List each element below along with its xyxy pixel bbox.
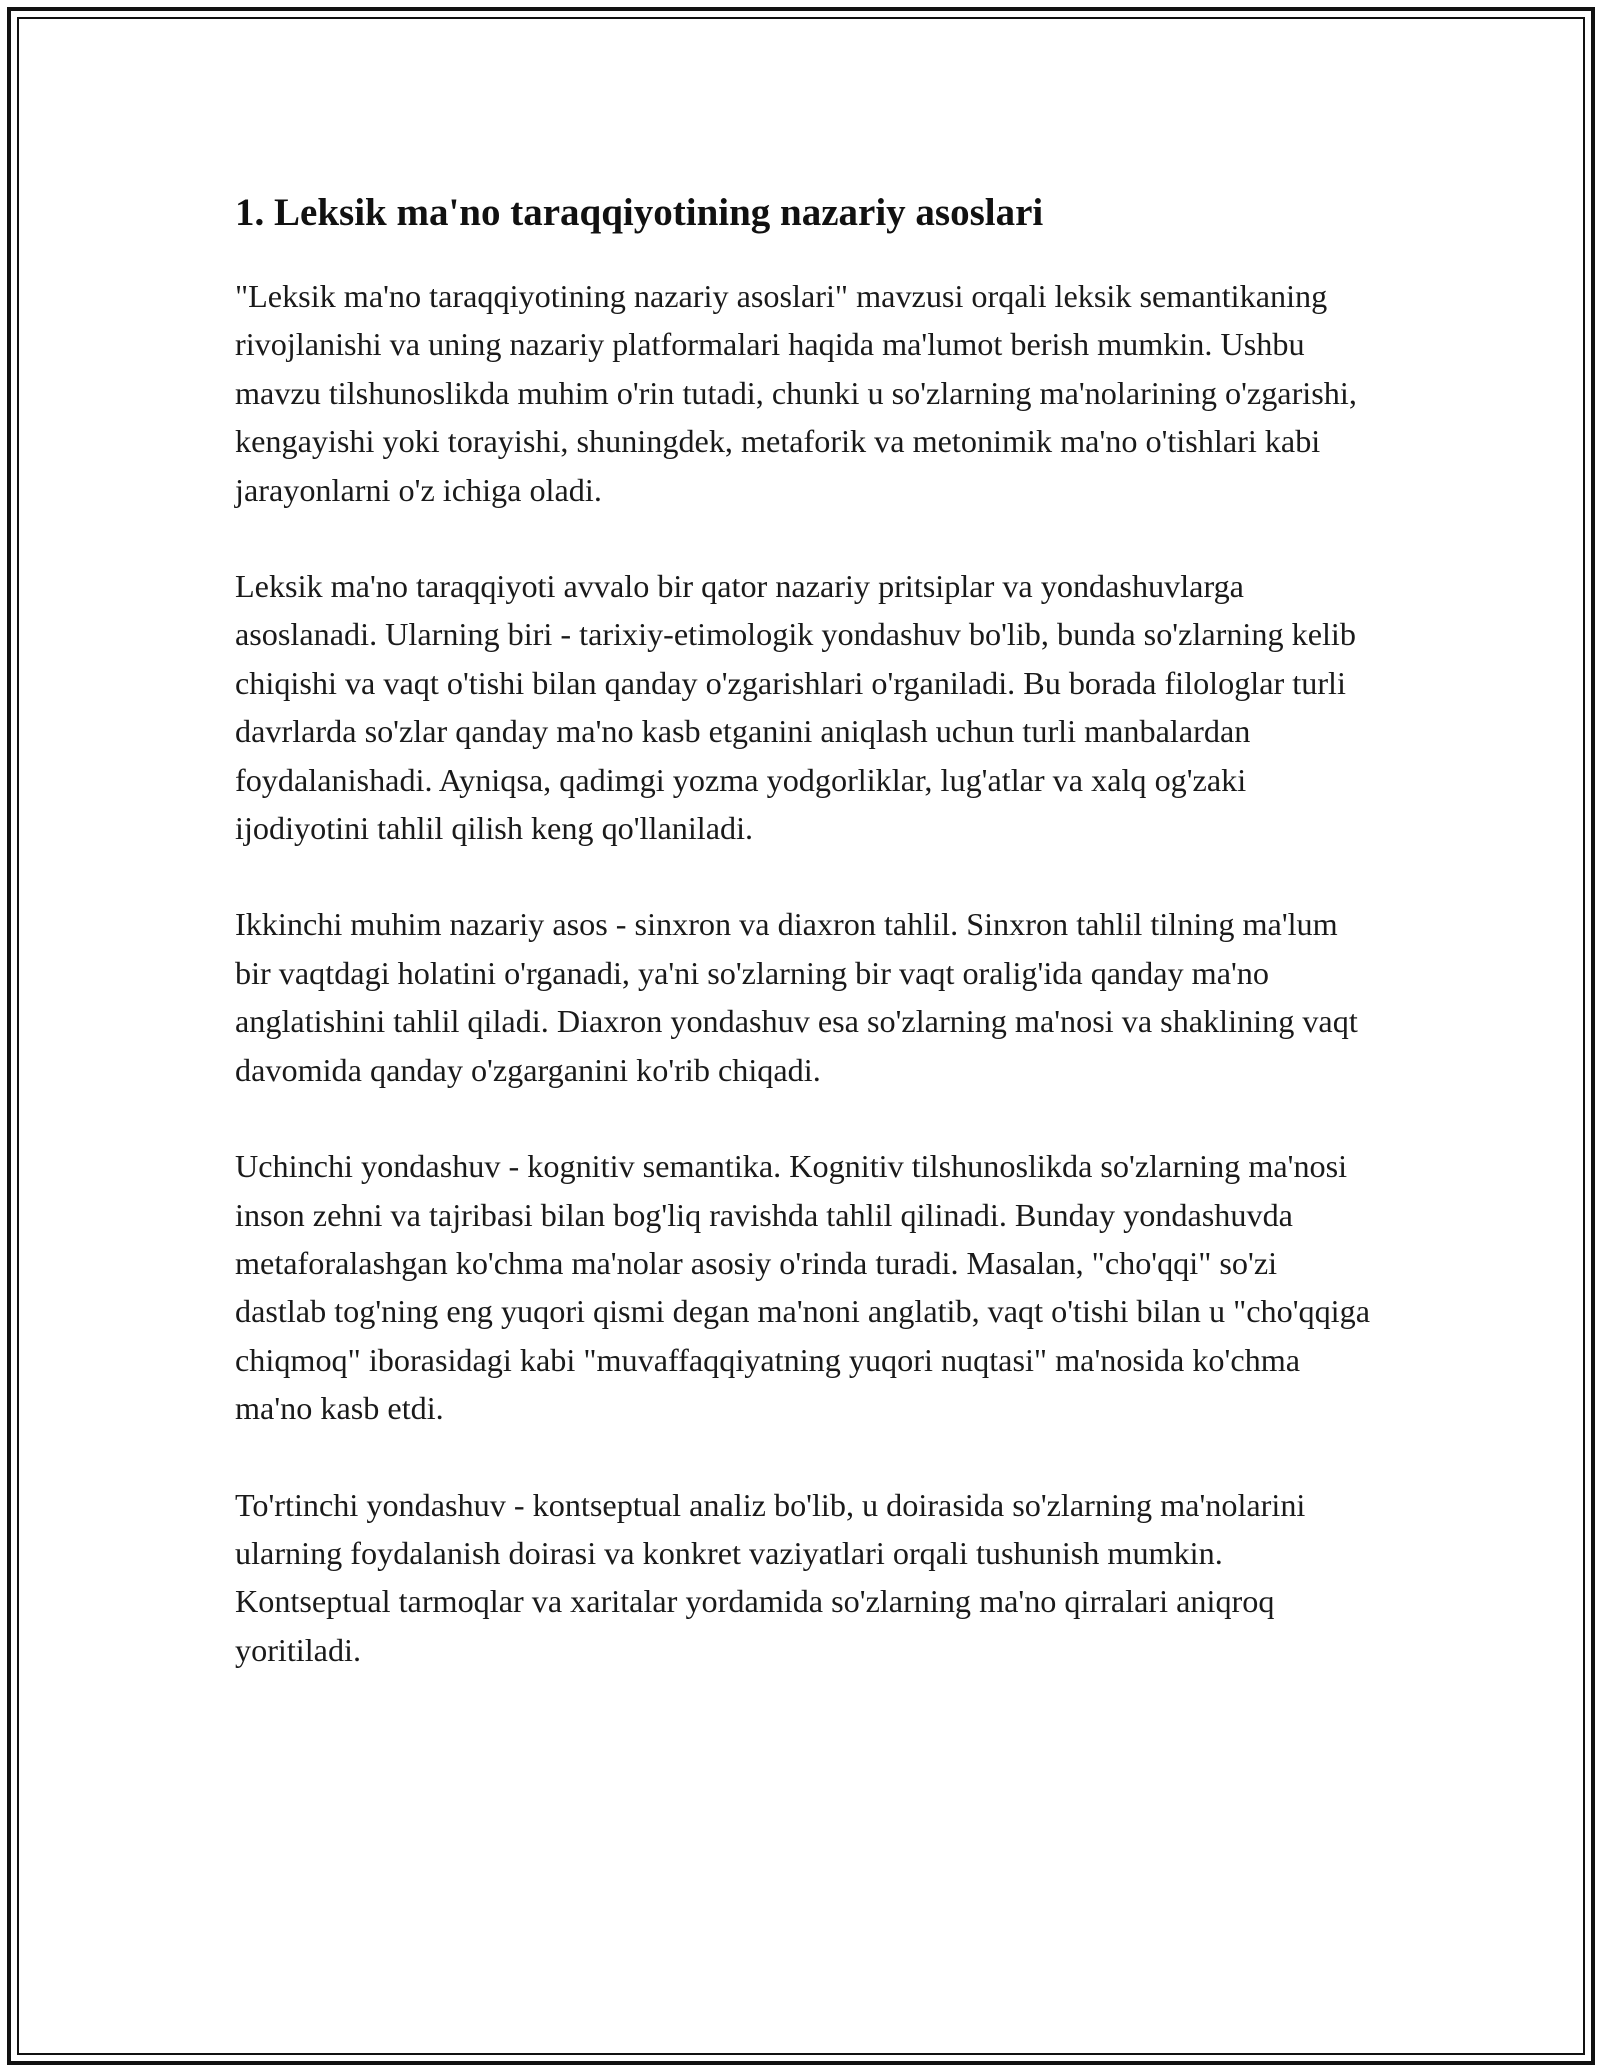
- paragraph-synchronic-diachronic: Ikkinchi muhim nazariy asos - sinxron va diaxron tahlil. Sinxron tahlil tilning ma'lum bir vaqtdagi holatini o'rganadi, ya'ni so'zlarning bir vaqt oralig'ida qanday ma'no anglatishini tahlil qiladi. Diaxron yondashuv esa so'zlarning ma'nosi va shaklining vaqt davomida qanday o'zgarganini ko'rib chiqadi.: [235, 906, 1358, 1088]
- paragraph-historical-etymological: Leksik ma'no taraqqiyoti avvalo bir qator nazariy pritsiplar va yondashuvlarga asoslanadi. Ularning biri - tarixiy-etimologik yondashuv bo'lib, bunda so'zlarning kelib chiqishi va vaqt o'tishi bilan qanday o'zgarishlari o'rganiladi. Bu borada filologlar turli davrlarda so'zlar qanday ma'no kasb etganini aniqlash uchun turli manbalardan foydalanishadi. Ayniqsa, qadimgi yozma yodgorliklar, lug'atlar va xalq og'zaki ijodiyotini tahlil qilish keng qo'llaniladi.: [235, 568, 1356, 847]
- paragraph-intro: "Leksik ma'no taraqqiyotining nazariy asoslari" mavzusi orqali leksik semantikaning rivojlanishi va uning nazariy platformalari haqida ma'lumot berish mumkin. Ushbu mavzu tilshunoslikda muhim o'rin tutadi, chunki u so'zlarning ma'nolarining o'zgarishi, kengayishi yoki torayishi, shuningdek, metaforik va metonimik ma'no o'tishlari kabi jarayonlarni o'z ichiga oladi.: [235, 278, 1357, 508]
- paragraph-conceptual-analysis: To'rtinchi yondashuv - kontseptual analiz bo'lib, u doirasida so'zlarning ma'nolarini ularning foydalanish doirasi va konkret vaziyatlari orqali tushunish mumkin. Kontseptual tarmoqlar va xaritalar yordamida so'zlarning ma'no qirralari aniqroq yoritiladi.: [235, 1486, 1306, 1668]
- paragraph-cognitive-semantics: Uchinchi yondashuv - kognitiv semantika. Kognitiv tilshunoslikda so'zlarning ma'nosi inson zehni va tajribasi bilan bog'liq ravishda tahlil qilinadi. Bunday yondashuvda metaforalashgan ko'chma ma'nolar asosiy o'rinda turadi. Masalan, "cho'qqi" so'zi dastlab tog'ning eng yuqori qismi degan ma'noni anglatib, vaqt o'tishi bilan u "cho'qqiga chiqmoq" iborasidagi kabi "muvaffaqqiyatning yuqori nuqtasi" ma'nosida ko'chma ma'no kasb etdi.: [235, 1148, 1371, 1427]
- section-heading: 1. Leksik ma'no taraqqiyotining nazariy asoslari: [235, 191, 1044, 234]
- document-body: [235, 188, 1375, 1722]
